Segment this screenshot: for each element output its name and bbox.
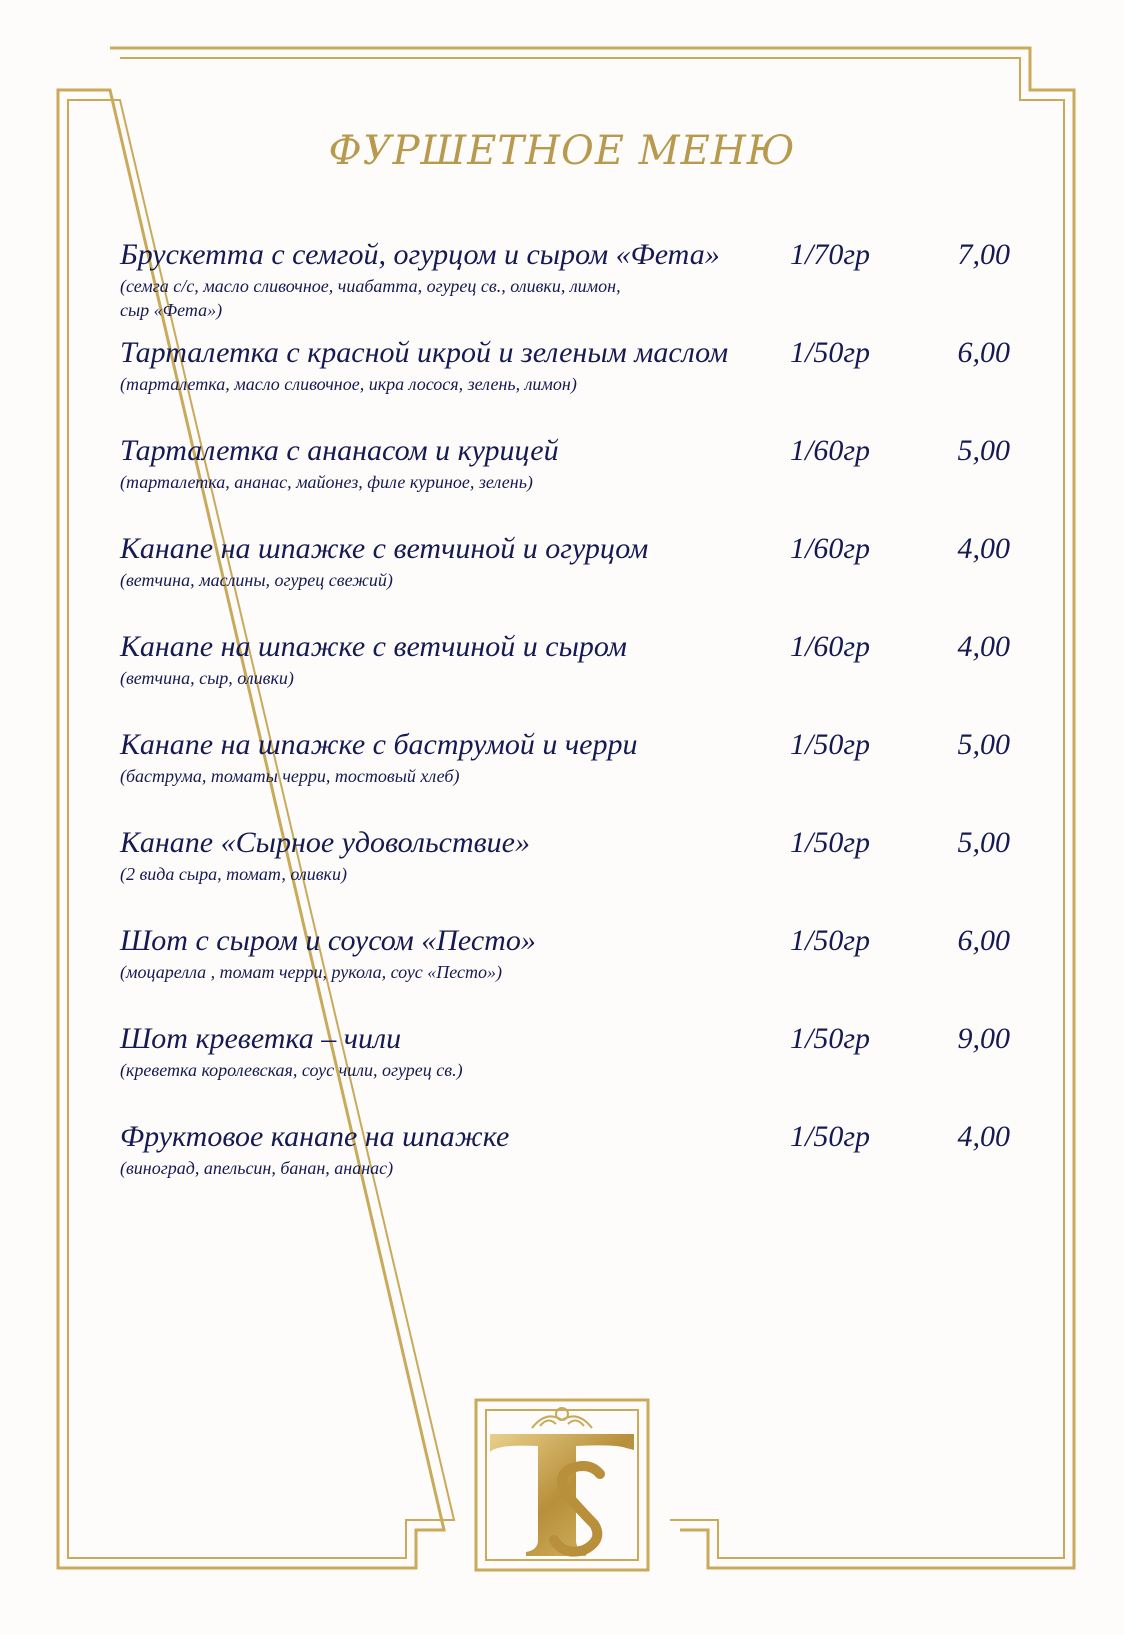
item-name: Тарталетка с ананасом и курицей	[120, 434, 559, 467]
item-price: 7,00	[957, 238, 1010, 271]
item-name: Брускетта с семгой, огурцом и сыром «Фета»	[120, 238, 720, 271]
menu-item	[120, 826, 1020, 924]
menu-item	[120, 630, 1020, 728]
item-weight: 1/50гр	[790, 1022, 871, 1055]
item-price: 4,00	[957, 532, 1010, 565]
item-description: (баструма, томаты черри, тостовый хлеб)	[120, 766, 460, 786]
item-price: 4,00	[957, 630, 1010, 663]
item-name: Канапе на шпажке с ветчиной и огурцом	[120, 532, 649, 565]
item-name: Канапе на шпажке с баструмой и черри	[120, 728, 638, 761]
item-description: (2 вида сыра, томат, оливки)	[120, 864, 347, 884]
item-price: 5,00	[957, 728, 1010, 761]
item-description: (ветчина, маслины, огурец свежий)	[120, 570, 393, 590]
item-name: Шот креветка – чили	[120, 1022, 402, 1055]
item-weight: 1/50гр	[790, 924, 871, 957]
crest-ornament	[532, 1408, 592, 1428]
item-description: (ветчина, сыр, оливки)	[120, 668, 294, 688]
item-description: (тарталетка, ананас, майонез, филе куриное, зелень)	[120, 472, 533, 492]
item-price: 5,00	[957, 826, 1010, 859]
menu-item	[120, 1022, 1020, 1120]
item-weight: 1/50гр	[790, 826, 871, 859]
item-description: (креветка королевская, соус чили, огурец св.)	[120, 1060, 463, 1080]
menu-item	[120, 434, 1020, 532]
item-weight: 1/70гр	[790, 238, 871, 271]
menu-list	[120, 238, 1020, 1218]
item-description: (семга с/с, масло сливочное, чиабатта, огурец св., оливки, лимон, сыр «Фета»)	[120, 276, 621, 320]
item-name: Шот с сыром и соусом «Песто»	[120, 924, 536, 957]
item-description: (виноград, апельсин, банан, ананас)	[120, 1158, 394, 1178]
item-price: 9,00	[957, 1022, 1010, 1055]
menu-title: ФУРШЕТНОЕ МЕНЮ	[328, 128, 796, 174]
item-weight: 1/50гр	[790, 336, 871, 369]
item-weight: 1/60гр	[790, 434, 871, 467]
item-name: Фруктовое канапе на шпажке	[120, 1120, 510, 1153]
item-price: 5,00	[957, 434, 1010, 467]
item-weight: 1/50гр	[790, 1120, 871, 1153]
menu-item	[120, 238, 1020, 336]
item-weight: 1/60гр	[790, 532, 871, 565]
item-price: 4,00	[957, 1120, 1010, 1153]
menu-item	[120, 532, 1020, 630]
item-weight: 1/50гр	[790, 728, 871, 761]
item-weight: 1/60гр	[790, 630, 871, 663]
item-name: Канапе «Сырное удовольствие»	[120, 826, 530, 859]
item-price: 6,00	[957, 336, 1010, 369]
item-description: (моцарелла , томат черри, рукола, соус «Песто»)	[120, 962, 503, 982]
item-name: Канапе на шпажке с ветчиной и сыром	[120, 630, 627, 663]
menu-item	[120, 336, 1020, 434]
menu-item	[120, 728, 1020, 826]
menu-item	[120, 1120, 1020, 1218]
item-name: Тарталетка с красной икрой и зеленым маслом	[120, 336, 729, 369]
item-price: 6,00	[957, 924, 1010, 957]
ts-monogram-crest-icon	[476, 1400, 648, 1570]
item-description: (тарталетка, масло сливочное, икра лосося, зелень, лимон)	[120, 374, 577, 394]
menu-item	[120, 924, 1020, 1022]
